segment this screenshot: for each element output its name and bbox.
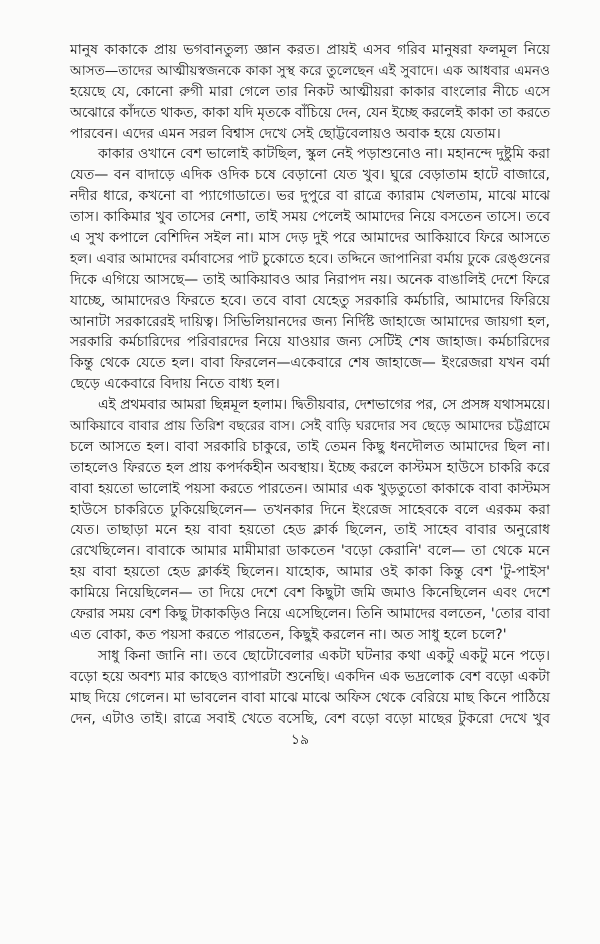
text-line: সরকারি কর্মচারিদের পরিবারদের নিয়ে যাওয়ার জন্য সেটিই শেষ জাহাজ। কর্মচারিদের <box>70 334 550 351</box>
text-line: মাছ দিয়ে গেলেন। মা ভাবলেন বাবা মাঝে মাঝে অফিস থেকে বেরিয়ে মাছ কিনে পাঠিয়ে <box>70 689 550 706</box>
text-line: যাচ্ছে, আমাদেরও ফিরতে হবে। তবে বাবা যেহেতু সরকারি কর্মচারি, আমাদের ফিরিয়ে <box>70 292 550 309</box>
text-line: যেত। তাছাড়া মনে হয় বাবা হয়তো হেড ক্লার্ক ছিলেন, তাই সাহেব বাবার অনুরোধ <box>70 522 550 539</box>
text-line: দিকে এগিয়ে আসছে— তাই আকিয়াবও আর নিরাপদ নয়। অনেক বাঙালিই দেশে ফিরে <box>70 271 550 288</box>
page-number: ১৯ <box>290 732 310 748</box>
text-line: হাউসে চাকরিতে ঢুকিয়েছিলেন— তখনকার দিনে ইংরেজ সাহেবকে বলে এরকম করা <box>70 501 550 518</box>
text-line: কামিয়ে নিয়েছিলেন— তা দিয়ে দেশে বেশ কিছুটা জমি জমাও কিনেছিলেন এবং দেশে <box>70 585 550 602</box>
text-line: এ সুখ কপালে বেশিদিন সইল না। মাস দেড় দুই পরে আমাদের আকিয়াবে ফিরে আসতে <box>70 230 550 247</box>
book-page-body <box>70 40 550 729</box>
text-line: এই প্রথমবার আমরা ছিন্নমূল হলাম। দ্বিতীয়বার, দেশভাগের পর, সে প্রসঙ্গ যথাসময়ে। <box>98 397 550 414</box>
text-line: ফেরার সময় বেশ কিছু টাকাকড়িও নিয়ে এসেছিলেন। তিনি আমাদের বলতেন, 'তোর বাবা <box>70 606 550 623</box>
text-line: কাকার ওখানে বেশ ভালোই কাটছিল, স্কুল নেই পড়াশুনোও না। মহানন্দে দুষ্টুমি করা <box>98 146 550 163</box>
text-line: ছেড়ে একেবারে বিদায় নিতে বাধ্য হল। <box>70 376 280 393</box>
text-line: আসত—তাদের আত্মীয়স্বজনকে কাকা সুস্থ করে তুলেছেন এই সুবাদে। এক আধবার এমনও <box>70 62 550 79</box>
text-line: আকিয়াবে বাবার প্রায় তিরিশ বছরের বাস। সেই বাড়ি ঘরদোর সব ছেড়ে আমাদের চট্টগ্রামে <box>70 418 550 435</box>
text-line: নদীর ধারে, কখনো বা প্যাগোডাতে। ভর দুপুরে বা রাত্রে ক্যারাম খেলতাম, মাঝে মাঝে <box>70 188 550 205</box>
text-line: দেন, এটাও তাই। রাত্রে সবাই খেতে বসেছি, বেশ বড়ো বড়ো মাছের টুকরো দেখে খুব <box>70 710 550 727</box>
text-line: আনাটা সরকারেরই দায়িত্ব। সিভিলিয়ানদের জন্য নির্দিষ্ট জাহাজে আমাদের জায়গা হল, <box>70 313 550 330</box>
text-line: তাস। কাকিমার খুব তাসের নেশা, তাই সময় পেলেই আমাদের নিয়ে বসতেন তাসে। তবে <box>70 209 550 226</box>
text-line: এত বোকা, কত পয়সা করতে পারতেন, কিছুই করলেন না। অত সাধু হলে চলে?' <box>70 626 507 643</box>
text-line: হয়েছে যে, কোনো রুগী মারা গেলে তার নিকট আত্মীয়রা কাকার বাংলোর নীচে এসে <box>70 83 550 100</box>
text-line: কিন্তু থেকে যেতে হল। বাবা ফিরলেন—একেবারে শেষ জাহাজে— ইংরেজরা যখন বর্মা <box>70 355 550 372</box>
text-line: বাবা হয়তো ভালোই পয়সা করতে পারতেন। আমার এক খুড়তুতো কাকাকে বাবা কাস্টমস <box>70 480 550 497</box>
text-line: যেত— বন বাদাড়ে এদিক ওদিক চষে বেড়ানো যেত খুব। ঘুরে বেড়াতাম হাটে বাজারে, <box>70 167 550 184</box>
text-line: অঝোরে কাঁদতে থাকত, কাকা যদি মৃতকে বাঁচিয়ে দেন, যেন ইচ্ছে করলেই কাকা তা করতে <box>70 104 550 121</box>
text-line: তাহলেও ফিরতে হল প্রায় কপর্দকহীন অবস্থায়। ইচ্ছে করলে কাস্টমস হাউসে চাকরি করে <box>70 459 550 476</box>
text-line: বড়ো হয়ে অবশ্য মার কাছেও ব্যাপারটা শুনেছি। একদিন এক ভদ্রলোক বেশ বড়ো একটা <box>70 668 550 685</box>
text-line: রেখেছিলেন। বাবাকে আমার মামীমারা ডাকতেন 'বড়ো কেরানি' বলে— তা থেকে মনে <box>70 543 550 560</box>
text-line: মানুষ কাকাকে প্রায় ভগবানতুল্য জ্ঞান করত। প্রায়ই এসব গরিব মানুষরা ফলমূল নিয়ে <box>70 42 550 58</box>
text-line: পারবেন। এদের এমন সরল বিশ্বাস দেখে সেই ছোট্টবেলায়ও অবাক হয়ে যেতাম। <box>70 125 501 142</box>
text-line: হয় বাবা হয়তো হেড ক্লার্কই ছিলেন। যাহোক, আমার ওই কাকা কিন্তু বেশ 'টু-পাইস' <box>70 564 550 581</box>
text-line: চলে আসতে হল। বাবা সরকারি চাকুরে, তাই তেমন কিছু ধনদৌলত আমাদের ছিল না। <box>70 438 550 455</box>
text-line: হল। এবার আমাদের বর্মাবাসের পাট চুকোতে হবে। তদ্দিনে জাপানিরা বর্মায় ঢুকে রেঙ্গুনের <box>70 250 550 267</box>
text-line: সাধু কিনা জানি না। তবে ছোটোবেলার একটা ঘটনার কথা একটু একটু মনে পড়ে। <box>98 647 550 664</box>
